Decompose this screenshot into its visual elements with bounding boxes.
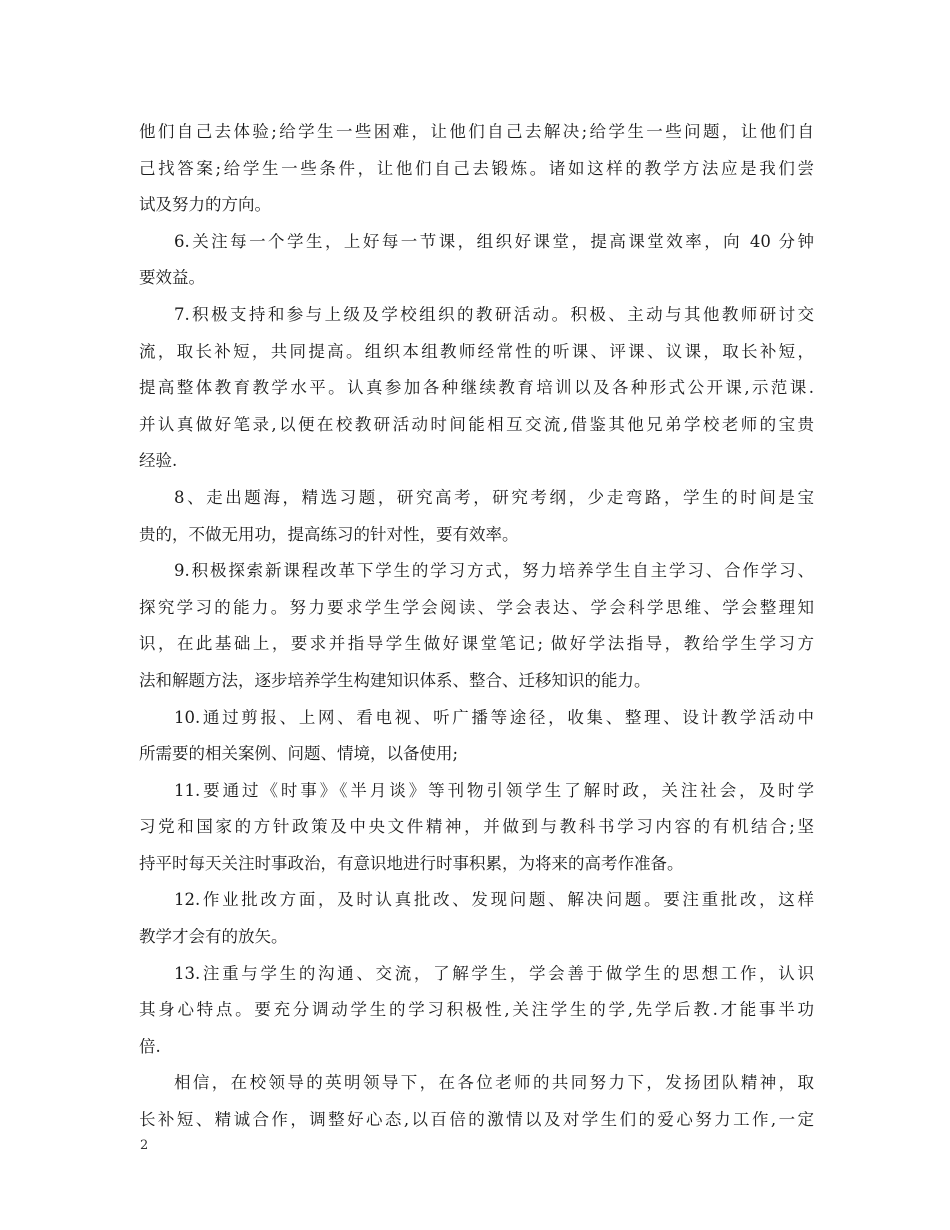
text-line: 教学才会有的放矢。 [139,927,288,947]
text-line: 习党和国家的方针政策及中央文件精神，并做到与教科书学习内容的有机结合;坚 [139,817,814,837]
text-line: 8、走出题海，精选习题，研究高考，研究考纲，少走弯路，学生的时间是宝 [174,487,814,507]
text-line: 法和解题方法，逐步培养学生构建知识体系、整合、迁移知识的能力。 [139,670,651,690]
text-line: 长补短、精诚合作，调整好心态,以百倍的激情以及对学生们的爱心努力工作,一定 [139,1110,814,1130]
text-line: 所需要的相关案例、问题、情境，以备使用; [139,744,459,764]
body-text [139,114,814,1139]
text-line: 贵的，不做无用功，提高练习的针对性，要有效率。 [139,524,519,544]
text-line: 识，在此基础上，要求并指导学生做好课堂笔记; 做好学法指导，教给学生学习方 [139,634,814,654]
text-line: 6.关注每一个学生，上好每一节课，组织好课堂，提高课堂效率，向 40 分钟 [174,231,814,251]
text-line: 倍. [139,1036,161,1056]
text-line: 经验. [139,451,178,471]
text-line: 并认真做好笔录,以便在校教研活动时间能相互交流,借鉴其他兄弟学校老师的宝贵 [139,414,814,434]
text-line: 相信，在校领导的英明领导下，在各位老师的共同努力下，发扬团队精神，取 [174,1073,814,1093]
text-line: 持平时每天关注时事政治，有意识地进行时事积累，为将来的高考作准备。 [139,853,684,873]
text-line: 11.要通过《时事》《半月谈》等刊物引领学生了解时政，关注社会，及时学 [174,780,814,800]
text-line: 探究学习的能力。努力要求学生学会阅读、学会表达、学会科学思维、学会整理知 [139,597,814,617]
text-line: 他们自己去体验;给学生一些困难，让他们自己去解决;给学生一些问题，让他们自 [139,122,814,141]
text-line: 9.积极探索新课程改革下学生的学习方式，努力培养学生自主学习、合作学习、 [174,561,814,581]
text-line: 13.注重与学生的沟通、交流，了解学生，学会善于做学生的思想工作，认识 [174,963,814,983]
text-line: 流，取长补短，共同提高。组织本组教师经常性的听课、评课、议课，取长补短， [139,341,814,361]
text-line: 要效益。 [139,268,205,288]
text-line: 己找答案;给学生一些条件，让他们自己去锻炼。诸如这样的教学方法应是我们尝 [139,158,814,178]
text-line: 提高整体教育教学水平。认真参加各种继续教育培训以及各种形式公开课,示范课. [139,378,814,398]
text-line: 7.积极支持和参与上级及学校组织的教研活动。积极、主动与其他教师研讨交 [174,304,814,324]
text-line: 试及努力的方向。 [139,195,271,215]
text-line: 其身心特点。要充分调动学生的学习积极性,关注学生的学,先学后教.才能事半功 [139,1000,814,1020]
page-number: 2 [140,1138,149,1153]
text-line: 12.作业批改方面，及时认真批改、发现问题、解决问题。要注重批改，这样 [174,890,814,910]
text-line: 10.通过剪报、上网、看电视、听广播等途径，收集、整理、设计教学活动中 [174,707,814,727]
